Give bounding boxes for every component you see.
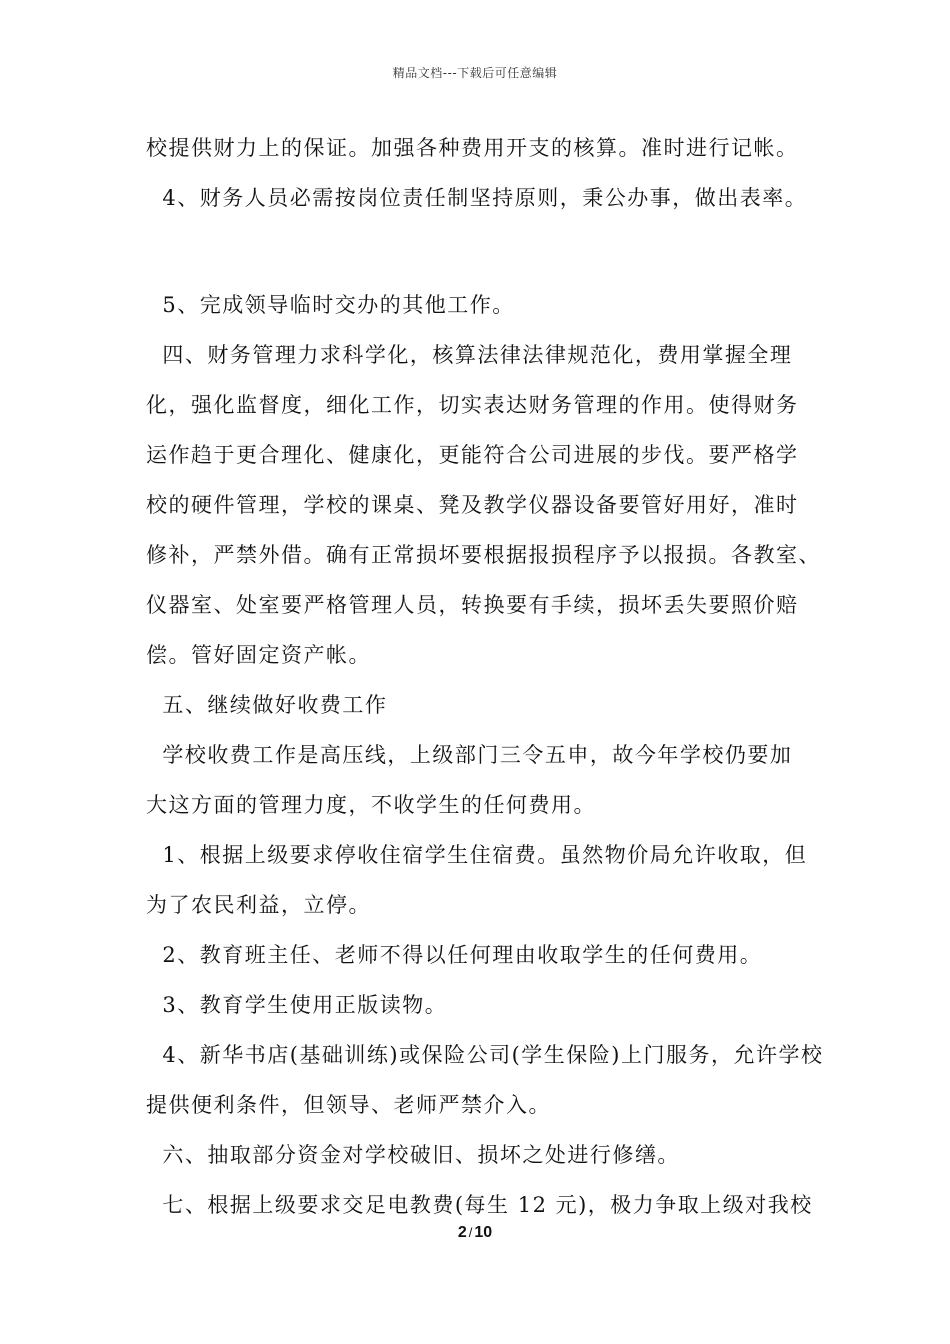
paragraph-line: 1、根据上级要求停收住宿学生住宿费。虽然物价局允许收取，但 — [146, 843, 808, 867]
page-header: 精品文档---下载后可任意编辑 — [392, 66, 558, 80]
page-separator: / — [468, 1225, 473, 1240]
paragraph-line: 七、根据上级要求交足电教费(每生 12 元)，极力争取上级对我校 — [146, 1193, 813, 1217]
paragraph-line: 2、教育班主任、老师不得以任何理由收取学生的任何费用。 — [146, 943, 763, 967]
paragraph-line: 4、财务人员必需按岗位责任制坚持原则，秉公办事，做出表率。 — [146, 186, 808, 210]
current-page: 2 — [457, 1224, 467, 1241]
paragraph-line: 3、教育学生使用正版读物。 — [146, 993, 448, 1017]
blank-line — [146, 228, 826, 285]
paragraph-line: 5、完成领导临时交办的其他工作。 — [146, 293, 515, 317]
paragraph-line: 4、新华书店(基础训练)或保险公司(学生保险)上门服务，允许学校 — [146, 1043, 824, 1067]
paragraph-line: 运作趋于更合理化、健康化，更能符合公司进展的步伐。要严格学 — [146, 443, 799, 467]
document-body — [146, 128, 826, 1235]
paragraph-line: 仪器室、处室要严格管理人员，转换要有手续，损坏丢失要照价赔 — [146, 593, 799, 617]
page-number — [0, 1224, 950, 1242]
paragraph-line: 为了农民利益，立停。 — [146, 893, 371, 917]
paragraph-line: 大这方面的管理力度，不收学生的任何费用。 — [146, 793, 596, 817]
paragraph-line: 偿。管好固定资产帐。 — [146, 643, 371, 667]
paragraph-line: 修补，严禁外借。确有正常损坏要根据报损程序予以报损。各教室、 — [146, 543, 821, 567]
total-pages: 10 — [474, 1224, 493, 1241]
paragraph-line: 六、抽取部分资金对学校破旧、损坏之处进行修缮。 — [146, 1143, 680, 1167]
paragraph-line: 四、财务管理力求科学化，核算法律法律规范化，费用掌握全理 — [146, 343, 793, 367]
paragraph-line: 五、继续做好收费工作 — [146, 693, 388, 717]
paragraph-line: 校的硬件管理，学校的课桌、凳及教学仪器设备要管好用好，准时 — [146, 493, 799, 517]
paragraph-line: 化，强化监督度，细化工作，切实表达财务管理的作用。使得财务 — [146, 393, 799, 417]
paragraph-line: 提供便利条件，但领导、老师严禁介入。 — [146, 1093, 551, 1117]
paragraph-line: 校提供财力上的保证。加强各种费用开支的核算。准时进行记帐。 — [146, 136, 799, 160]
paragraph-line: 学校收费工作是高压线，上级部门三令五申，故今年学校仍要加 — [146, 743, 793, 767]
